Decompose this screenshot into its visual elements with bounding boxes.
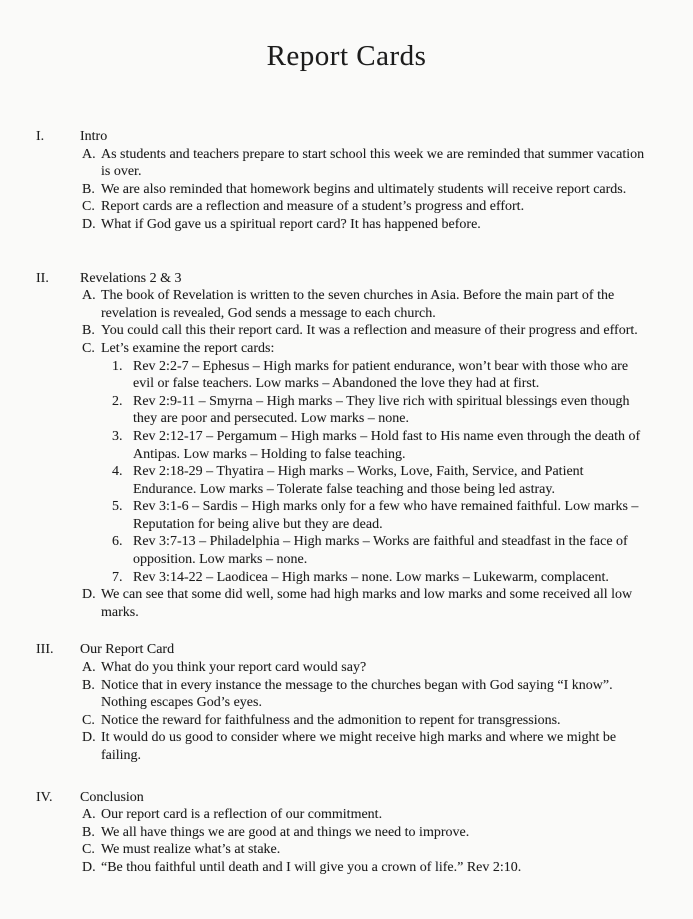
outline-item [82, 586, 649, 621]
item-body [101, 824, 649, 842]
item-text: Our report card is a reflection of our commitment. [101, 807, 383, 823]
subitem-text: Rev 2:9-11 – Smyrna – High marks – They live rich with spiritual blessings even though they are poor and persecuted. Low marks – none. [133, 393, 630, 427]
item-text: Notice that in every instance the message to the churches began with God saying “I know”. Nothing escapes God’s eyes. [101, 677, 613, 711]
item-text: As students and teachers prepare to start school this week we are reminded that summer vacation is over. [101, 146, 645, 180]
outline-subitem [112, 569, 649, 587]
item-label: B. [82, 181, 95, 197]
outline-subitem [112, 358, 649, 393]
section-header [36, 789, 649, 807]
subitem-list [112, 358, 649, 587]
outline-item [82, 824, 649, 842]
item-body [101, 659, 649, 677]
item-label: C. [82, 199, 95, 215]
item-label: D. [82, 587, 96, 603]
item-label: B. [82, 677, 95, 693]
item-text: We can see that some did well, some had high marks and low marks and some received all low marks. [101, 587, 633, 620]
item-body [101, 586, 649, 621]
subitem-text: Rev 3:1-6 – Sardis – High marks only for a few who have remained faithful. Low marks – Reputation for being alive but they are dead. [133, 499, 639, 532]
item-text: Let’s examine the report cards: [101, 340, 275, 356]
subitem-label: 3. [112, 428, 123, 444]
item-text: “Be thou faithful until death and I will give you a crown of life.” Rev 2:10. [101, 859, 522, 875]
outline-subitem [112, 428, 649, 463]
outline-item [82, 659, 649, 677]
item-label: A. [82, 146, 96, 162]
outline-item [82, 806, 649, 824]
subitem-label: 7. [112, 569, 123, 585]
subitem-label: 6. [112, 534, 123, 550]
item-body [101, 729, 649, 764]
subitem-text: Rev 3:14-22 – Laodicea – High marks – none. Low marks – Lukewarm, complacent. [133, 569, 609, 585]
page-title: Report Cards [266, 40, 427, 72]
section-numeral: I. [36, 129, 45, 144]
subitem-label: 5. [112, 499, 123, 515]
subitem-text: Rev 2:2-7 – Ephesus – High marks for patient endurance, won’t bear with those who are evil or false teachers. Low marks – Abandoned the love they had at first. [133, 358, 629, 392]
item-text: You could call this their report card. It was a reflection and measure of their progress and effort. [101, 323, 638, 339]
outline-item [82, 198, 649, 216]
item-text: We must realize what’s at stake. [101, 842, 281, 858]
section-heading: Intro [80, 129, 108, 144]
subitem-label: 2. [112, 393, 123, 409]
item-label: D. [82, 859, 96, 875]
outline-item [82, 859, 649, 877]
item-text: Notice the reward for faithfulness and the admonition to repent for transgressions. [101, 712, 561, 728]
item-label: C. [82, 340, 95, 356]
section-heading: Our Report Card [80, 642, 175, 658]
item-label: B. [82, 323, 95, 339]
item-body [101, 287, 649, 322]
outline-subitem [112, 498, 649, 533]
outline-section [36, 270, 649, 622]
outline-subitem [112, 393, 649, 428]
outline-item [82, 322, 649, 340]
outline-item [82, 181, 649, 199]
item-label: D. [82, 216, 96, 232]
section-numeral: II. [36, 270, 49, 286]
subitem-text: Rev 2:18-29 – Thyatira – High marks – Works, Love, Faith, Service, and Patient Endurance. Low marks – Tolerate false teaching and those being led astray. [133, 464, 584, 497]
outline-section [36, 641, 649, 764]
section-numeral: IV. [36, 789, 53, 805]
item-text: The book of Revelation is written to the seven churches in Asia. Before the main part of the revelation is revealed, God sends a message to each church. [101, 288, 615, 321]
item-body [101, 198, 649, 216]
outline-item [82, 216, 649, 234]
item-text: What do you think your report card would say? [101, 660, 367, 676]
item-label: A. [82, 807, 96, 823]
item-body [101, 216, 649, 234]
item-text: We are also reminded that homework begins and ultimately students will receive report cards. [101, 181, 627, 197]
outline-item [82, 677, 649, 712]
item-body [101, 841, 649, 859]
item-body [101, 322, 649, 340]
outline-subitem [112, 533, 649, 568]
item-body [101, 340, 649, 586]
item-body [101, 146, 649, 181]
item-body [101, 806, 649, 824]
item-label: A. [82, 288, 96, 304]
item-body [101, 677, 649, 712]
section-numeral: III. [36, 642, 54, 658]
item-body [101, 712, 649, 730]
item-label: C. [82, 842, 95, 858]
subitem-text: Rev 2:12-17 – Pergamum – High marks – Hold fast to His name even through the death of Antipas. Low marks – Holding to false teaching. [133, 428, 641, 462]
item-body [101, 859, 649, 877]
item-text: We all have things we are good at and things we need to improve. [101, 824, 470, 840]
item-label: C. [82, 712, 95, 728]
item-text: What if God gave us a spiritual report card? It has happened before. [101, 216, 481, 232]
section-header [36, 641, 649, 659]
outline-item [82, 287, 649, 322]
outline-item [82, 340, 649, 586]
item-body [101, 181, 649, 199]
item-label: D. [82, 730, 96, 746]
outline-section [36, 128, 649, 234]
section-heading: Conclusion [80, 789, 144, 805]
subitem-label: 4. [112, 464, 123, 480]
outline-item [82, 841, 649, 859]
item-text: It would do us good to consider where we might receive high marks and where we might be failing. [101, 730, 617, 763]
item-text: Report cards are a reflection and measure of a student’s progress and effort. [101, 199, 525, 215]
outline [0, 128, 693, 877]
section-heading: Revelations 2 & 3 [80, 270, 182, 286]
outline-item [82, 729, 649, 764]
subitem-text: Rev 3:7-13 – Philadelphia – High marks – Works are faithful and steadfast in the face of opposition. Low marks – none. [133, 534, 628, 568]
section-header [36, 270, 649, 288]
item-label: B. [82, 824, 95, 840]
outline-section [36, 789, 649, 877]
outline-item [82, 712, 649, 730]
item-label: A. [82, 660, 96, 676]
outline-subitem [112, 463, 649, 498]
section-header [36, 128, 649, 146]
subitem-label: 1. [112, 358, 123, 374]
outline-item [82, 146, 649, 181]
